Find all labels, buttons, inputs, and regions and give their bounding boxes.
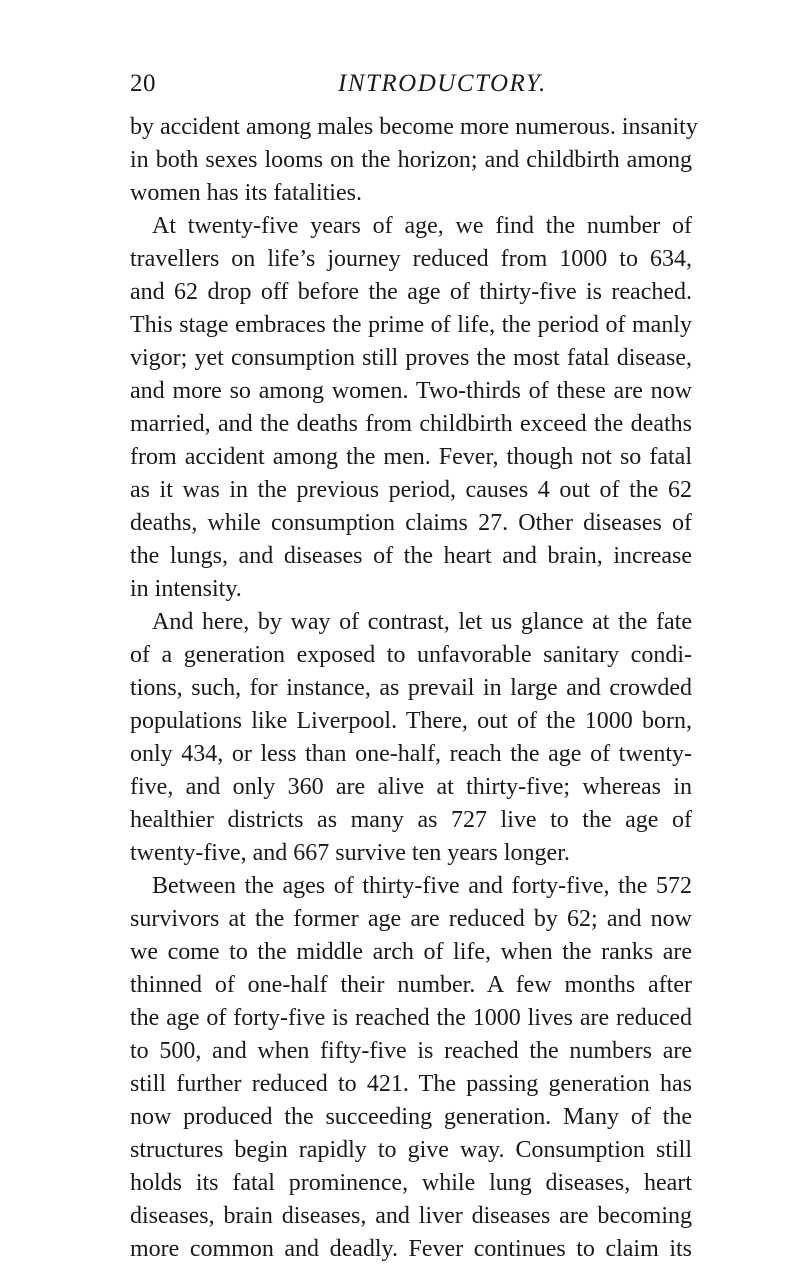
paragraph bbox=[130, 870, 692, 1266]
text-line: holds its fatal prominence, while lung diseases, heart bbox=[130, 1170, 692, 1196]
text-line: as it was in the previous period, causes 4 out of the 62 bbox=[130, 477, 692, 503]
text-line: of a generation exposed to unfavorable sanitary condi- bbox=[130, 642, 692, 668]
text-line: populations like Liverpool. There, out of the 1000 born, bbox=[130, 708, 692, 734]
text-line: diseases, brain diseases, and liver diseases are becoming bbox=[130, 1203, 692, 1229]
page-number: 20 bbox=[130, 70, 156, 97]
text-line: travellers on life’s journey reduced from 1000 to 634, bbox=[130, 246, 692, 272]
text-line: and 62 drop off before the age of thirty-five is reached. bbox=[130, 279, 692, 305]
text-line: twenty-five, and 667 survive ten years longer. bbox=[130, 840, 570, 866]
text-line: At twenty-five years of age, we find the number of bbox=[152, 213, 692, 239]
paragraph bbox=[130, 210, 692, 606]
text-line: five, and only 360 are alive at thirty-five; whereas in bbox=[130, 774, 692, 800]
text-line: healthier districts as many as 727 live to the age of bbox=[130, 807, 692, 833]
text-line: structures begin rapidly to give way. Consumption still bbox=[130, 1137, 692, 1163]
text-line: survivors at the former age are reduced by 62; and now bbox=[130, 906, 692, 932]
text-line: we come to the middle arch of life, when the ranks are bbox=[130, 939, 692, 965]
text-line: in intensity. bbox=[130, 576, 242, 602]
text-line: now produced the succeeding generation. Many of the bbox=[130, 1104, 692, 1130]
text-line: only 434, or less than one-half, reach the age of twenty- bbox=[130, 741, 692, 767]
text-line: from accident among the men. Fever, though not so fatal bbox=[130, 444, 692, 470]
text-line: to 500, and when fifty-five is reached the numbers are bbox=[130, 1038, 692, 1064]
text-line: the age of forty-five is reached the 1000 lives are reduced bbox=[130, 1005, 692, 1031]
text-line: the lungs, and diseases of the heart and brain, increase bbox=[130, 543, 692, 569]
text-line: This stage embraces the prime of life, the period of manly bbox=[130, 312, 692, 338]
paragraph bbox=[130, 111, 698, 210]
text-line: deaths, while consumption claims 27. Other diseases of bbox=[130, 510, 692, 536]
text-line: tions, such, for instance, as prevail in large and crowded bbox=[130, 675, 692, 701]
text-line: married, and the deaths from childbirth exceed the deaths bbox=[130, 411, 692, 437]
text-line: still further reduced to 421. The passing generation has bbox=[130, 1071, 692, 1097]
body-text bbox=[130, 111, 698, 1266]
text-line: Between the ages of thirty-five and forty-five, the 572 bbox=[152, 873, 692, 899]
text-line: thinned of one-half their number. A few months after bbox=[130, 972, 692, 998]
text-line: women has its fatalities. bbox=[130, 180, 362, 206]
text-line: vigor; yet consumption still proves the most fatal disease, bbox=[130, 345, 692, 371]
paragraph bbox=[130, 606, 692, 870]
text-line: in both sexes looms on the horizon; and childbirth among bbox=[130, 147, 692, 173]
text-line: And here, by way of contrast, let us glance at the fate bbox=[152, 609, 692, 635]
running-head bbox=[130, 70, 690, 104]
text-line: and more so among women. Two-thirds of these are now bbox=[130, 378, 692, 404]
text-line: more common and deadly. Fever continues to claim its bbox=[130, 1236, 692, 1262]
text-line: by accident among males become more numerous. insanity bbox=[130, 114, 698, 140]
running-title: INTRODUCTORY. bbox=[338, 70, 547, 97]
